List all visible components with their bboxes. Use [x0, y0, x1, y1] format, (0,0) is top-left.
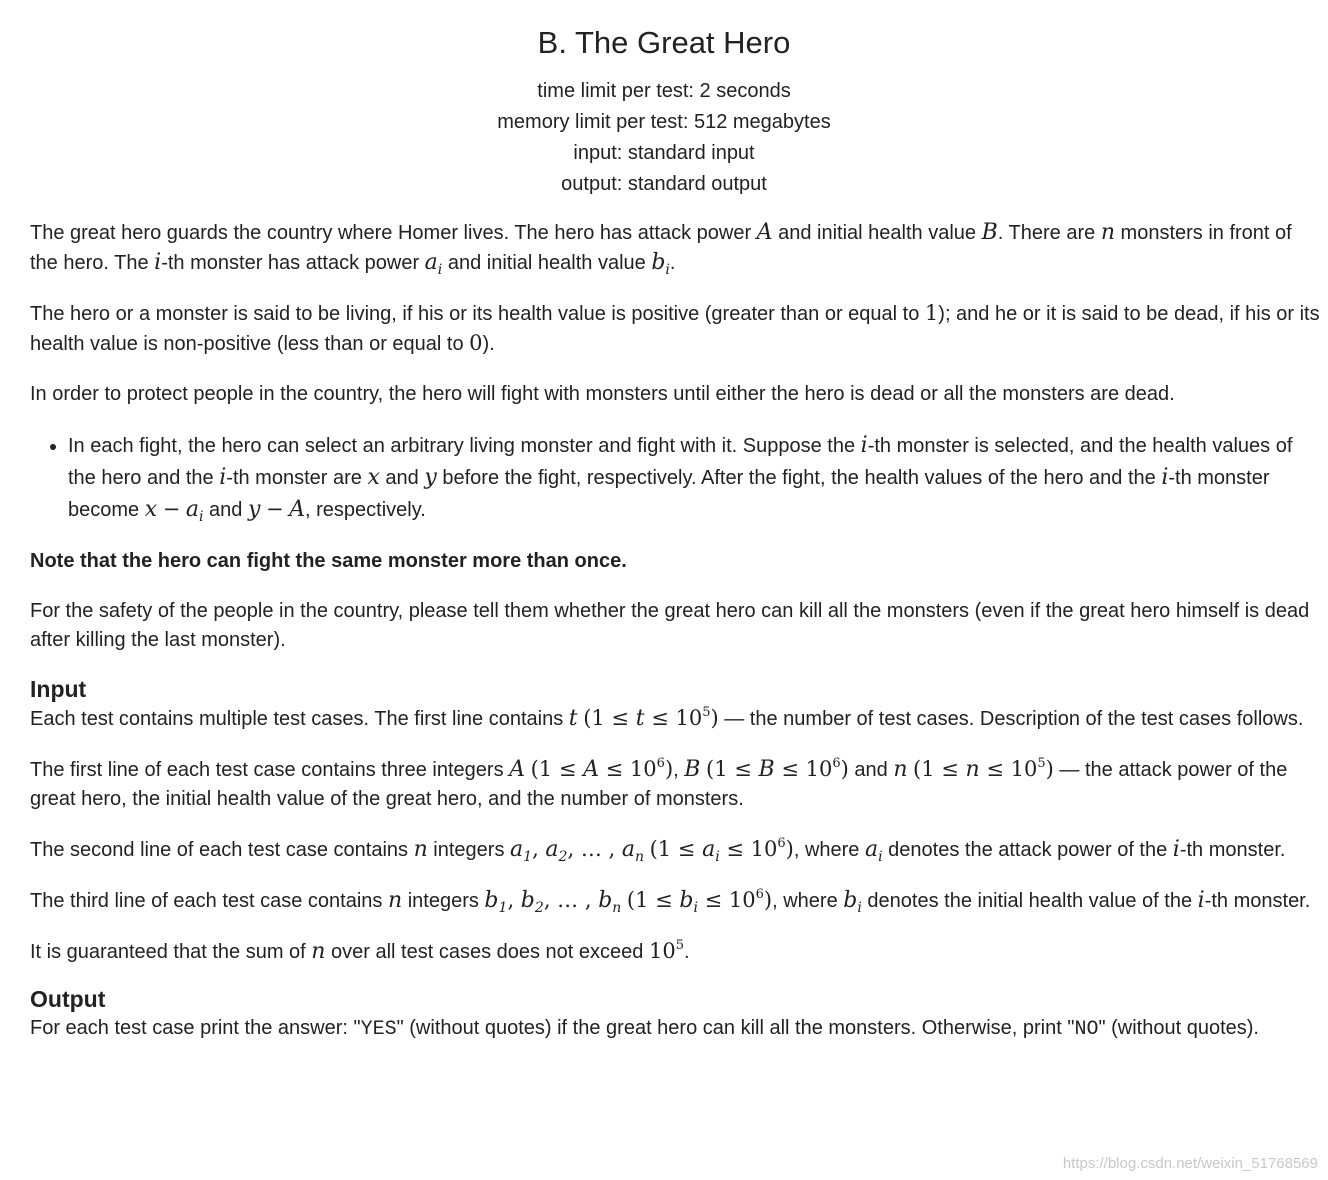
output-spec: output: standard output [561, 173, 767, 195]
note-text: Note that the hero can fight the same monster more than once. [30, 550, 627, 572]
problem-statement [30, 218, 1322, 1044]
input-heading: Input [30, 676, 87, 702]
input-paragraph: The third line of each test case contains n integers $b_1$, $b_2$, … , $b_n$ $(1 \le b_i \le 10^6)$, where $b_i$ denotes the initial health value of the i-th monster. [30, 887, 1311, 916]
input-paragraph: Each test contains multiple test cases. The first line contains t $(1 \le t \le 10^5)$ — the number of test cases. Description of the test cases follows. [30, 705, 1304, 731]
statement-paragraph: The hero or a monster is said to be living, if his or its health value is positive (greater than or equal to 1); and he or it is said to be dead, if his or its health value is non-positive (less than or equal to 0). [30, 301, 1320, 355]
statement-paragraph: In order to protect people in the country, the hero will fight with monsters until either the hero is dead or all the monsters are dead. [30, 383, 1175, 405]
statement-paragraph: The great hero guards the country where Homer lives. The hero has attack power A and initial health value B. There are n monsters in front of the hero. The i-th monster has attack power $a_i$ and initial health value $b_i$. [30, 220, 1292, 278]
list-item: • In each fight, the hero can select an arbitrary living monster and fight with it. Suppose the i-th monster is selected, and the health values of the hero and the i-th monster are x and y before the fight, respectively. After the fight, the health values of the hero and the i-th monster become $x - a_i$ and y − A, respectively. [68, 430, 1322, 526]
input-paragraph: It is guaranteed that the sum of n over all test cases does not exceed $10^5$. [30, 938, 690, 964]
problem-title: B. The Great Hero [537, 25, 791, 60]
rules-list [30, 430, 1322, 526]
output-heading: Output [30, 986, 106, 1012]
input-paragraph: The second line of each test case contains n integers $a_1$, $a_2$, … , $a_n$ $(1 \le a_i \le 10^6)$, where $a_i$ denotes the attack power of the i-th monster. [30, 836, 1286, 865]
problem-header [0, 0, 1328, 200]
input-paragraph: The first line of each test case contains three integers A $(1 \le A \le 10^6)$, B $(1 \le B \le 10^6)$ and n $(1 \le n \le 10^5)$ — the attack power of the great hero, the initial health value of the great hero, and the number of monsters. [30, 756, 1288, 810]
time-limit: time limit per test: 2 seconds [537, 80, 791, 102]
yes-literal: YES [360, 1018, 397, 1041]
output-paragraph: For each test case print the answer: "YES" (without quotes) if the great hero can kill all the monsters. Otherwise, print "NO" (without quotes). [30, 1017, 1259, 1041]
memory-limit: memory limit per test: 512 megabytes [497, 111, 831, 133]
statement-paragraph: For the safety of the people in the country, please tell them whether the great hero can kill all the monsters (even if the great hero himself is dead after killing the last monster). [30, 600, 1310, 651]
input-spec: input: standard input [573, 142, 755, 164]
no-literal: NO [1074, 1018, 1099, 1041]
watermark: https://blog.csdn.net/weixin_51768569 [1062, 1155, 1318, 1172]
